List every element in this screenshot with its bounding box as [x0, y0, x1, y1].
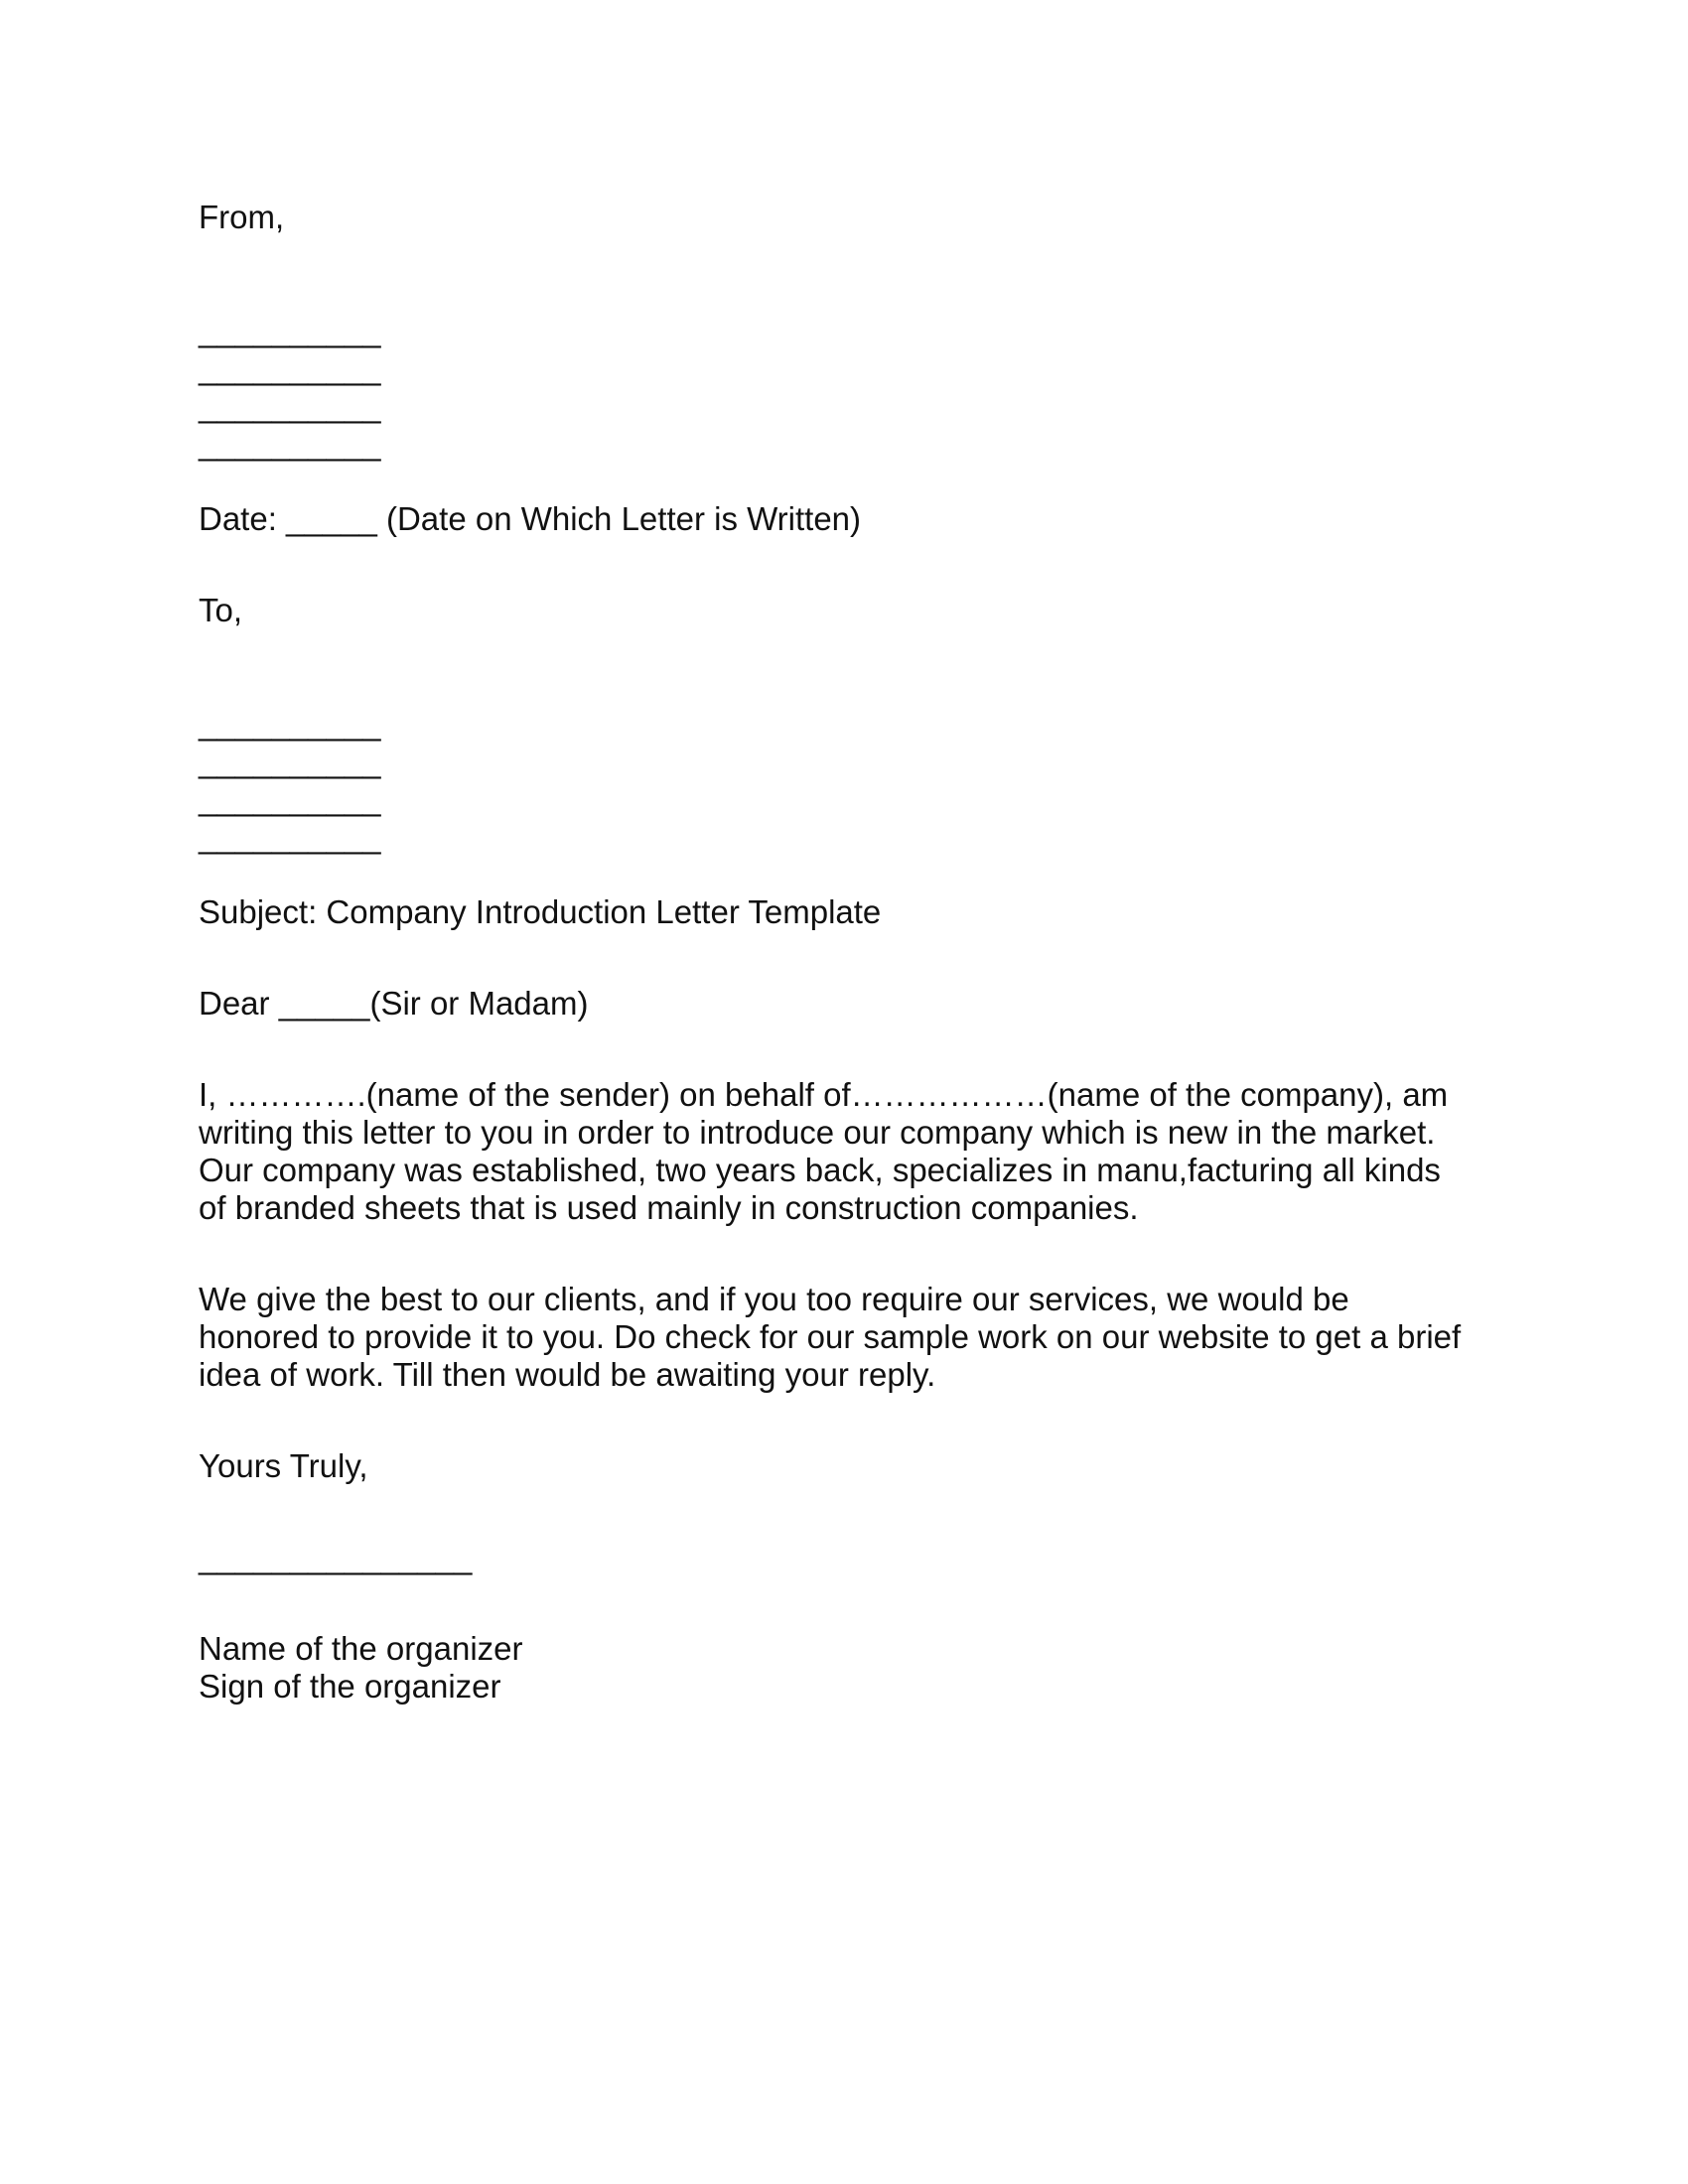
salutation: Dear _____(Sir or Madam) — [199, 985, 589, 1022]
from-address-line: __________ — [199, 349, 381, 386]
from-address-line: __________ — [199, 425, 381, 462]
paragraph-services — [199, 1281, 1489, 1394]
paragraph-line: idea of work. Till then would be awaiting your reply. — [199, 1356, 936, 1393]
paragraph-line: of branded sheets that is used mainly in construction companies. — [199, 1189, 1139, 1226]
from-address-block — [199, 312, 1489, 463]
to-address-block — [199, 705, 1489, 856]
date-line: Date: _____ (Date on Which Letter is Written) — [199, 500, 862, 537]
to-address-line: __________ — [199, 818, 381, 855]
organizer-sign-line: Sign of the organizer — [199, 1668, 501, 1705]
closing: Yours Truly, — [199, 1447, 368, 1484]
paragraph-line: Our company was established, two years back, specializes in manu,facturing all kinds — [199, 1152, 1441, 1188]
organizer-name-line: Name of the organizer — [199, 1630, 523, 1667]
to-address-line: __________ — [199, 743, 381, 779]
subject-line: Subject: Company Introduction Letter Template — [199, 893, 882, 930]
to-address-line: __________ — [199, 705, 381, 742]
from-label: From, — [199, 199, 285, 235]
from-address-line: __________ — [199, 312, 381, 348]
paragraph-line: We give the best to our clients, and if you too require our services, we would be — [199, 1281, 1349, 1317]
to-address-line: __________ — [199, 780, 381, 817]
paragraph-line: writing this letter to you in order to introduce our company which is new in the market. — [199, 1114, 1436, 1151]
letter-body — [199, 199, 1489, 1706]
to-label: To, — [199, 592, 243, 628]
paragraph-intro — [199, 1076, 1489, 1227]
paragraph-line: I, ………….(name of the sender) on behalf of………………(name of the company), am — [199, 1076, 1449, 1113]
from-address-line: __________ — [199, 387, 381, 424]
paragraph-line: honored to provide it to you. Do check for our sample work on our website to get a brief — [199, 1318, 1462, 1355]
signature-line: _______________ — [199, 1539, 473, 1575]
